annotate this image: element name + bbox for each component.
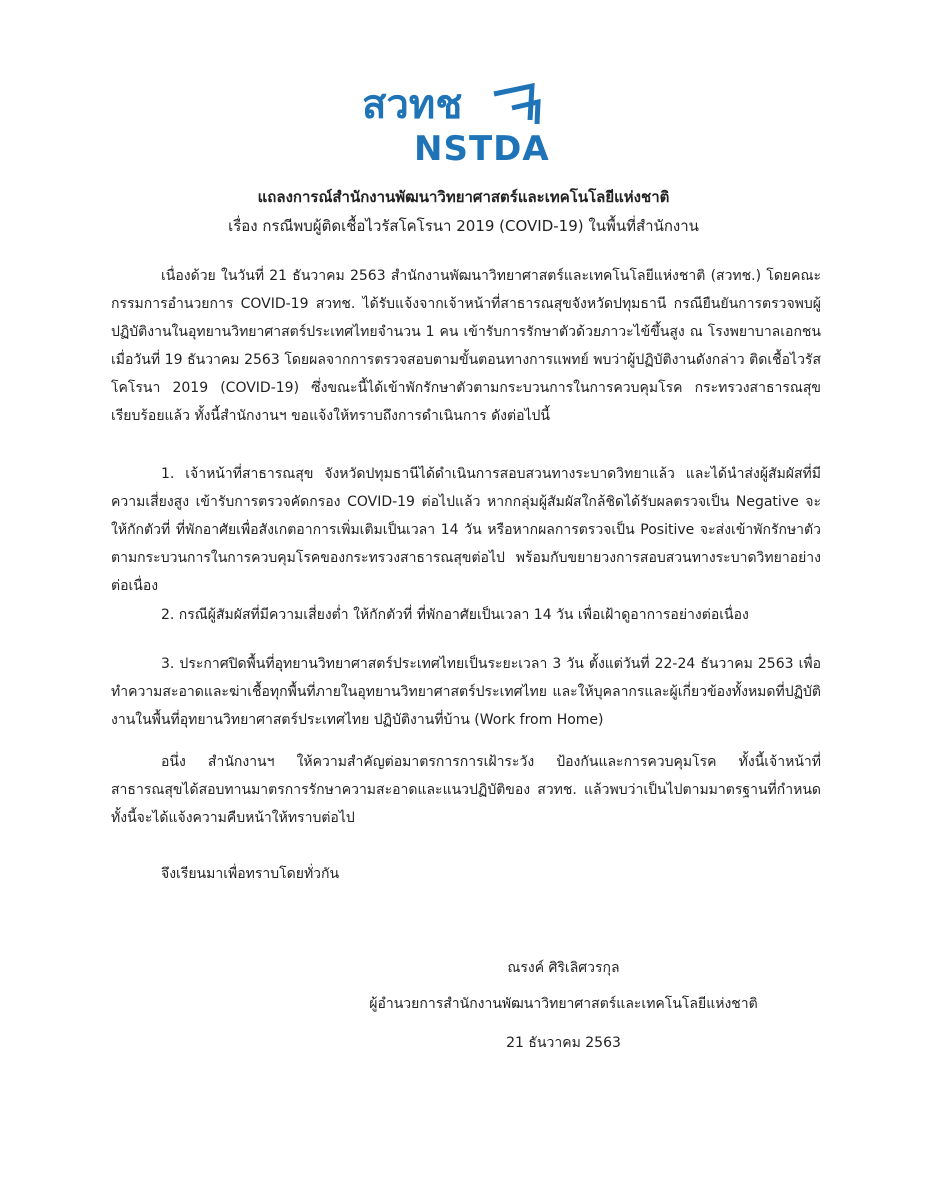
statement-date: 21 ธันวาคม 2563 [506, 1035, 621, 1051]
logo-thai-text: สวทช [361, 82, 462, 128]
item-1-paragraph: 1. เจ้าหน้าที่สาธารณสุข จังหวัดปทุมธานีได้ดำเนินการสอบสวนทางระบาดวิทยาแล้ว และได้นำส่งผู้สัมผัสที่มีความเสี่ยงสูง เข้ารับการตรวจคัดกรอง COVID-19 ต่อไปแล้ว หากกลุ่มผู้สัมผัสใกล้ชิดได้รับผลตรวจเป็น Negative จะให้กักตัวที่ ที่พักอาศัยเพื่อสังเกตอาการเพิ่มเติมเป็นเวลา 14 วัน หรือหากผลการตรวจเป็น Positive จะส่งเข้าพักรักษาตัวตามกระบวนการในการควบคุมโรคของกระทรวงสาธารณสุขต่อไป พร้อมกับขยายวงการสอบสวนทางระบาดวิทยาอย่างต่อเนื่อง [111, 466, 821, 594]
closing-paragraph: อนึ่ง สำนักงานฯ ให้ความสำคัญต่อมาตรการการเฝ้าระวัง ป้องกันและการควบคุมโรค ทั้งนี้เจ้าหน้าที่สาธารณสุขได้สอบทานมาตรการรักษาความสะอาดและแนวปฏิบัติของ สวทช. แล้วพบว่าเป็นไปตามมาตรฐานที่กำหนด ทั้งนี้จะได้แจ้งความคืบหน้าให้ทราบต่อไป [111, 754, 821, 826]
logo-english-text: NSTDA [413, 129, 550, 168]
statement-title: แถลงการณ์สำนักงานพัฒนาวิทยาศาสตร์และเทคโนโลยีแห่งชาติ [257, 188, 670, 206]
nstda-logo [0, 78, 927, 172]
regards-line: จึงเรียนมาเพื่อทราบโดยทั่วกัน [161, 866, 340, 882]
intro-paragraph: เนื่องด้วย ในวันที่ 21 ธันวาคม 2563 สำนักงานพัฒนาวิทยาศาสตร์และเทคโนโลยีแห่งชาติ (สวทช.) โดยคณะกรรมการอำนวยการ COVID-19 สวทช. ได้รับแจ้งจากเจ้าหน้าที่สาธารณสุขจังหวัดปทุมธานี กรณียืนยันการตรวจพบผู้ปฏิบัติงานในอุทยานวิทยาศาสตร์ประเทศไทยจำนวน 1 คน เข้ารับการรักษาตัวด้วยภาวะไข้ขึ้นสูง ณ โรงพยาบาลเอกชน เมื่อวันที่ 19 ธันวาคม 2563 โดยผลจากการตรวจสอบตามขั้นตอนทางการแพทย์ พบว่าผู้ปฏิบัติงานดังกล่าว ติดเชื้อไวรัสโคโรนา 2019 (COVID-19) ซึ่งขณะนี้ได้เข้าพักรักษาตัวตามกระบวนการในการควบคุมโรค กระทรวงสาธารณสุขเรียบร้อยแล้ว ทั้งนี้สำนักงานฯ ขอแจ้งให้ทราบถึงการดำเนินการ ดังต่อไปนี้ [111, 268, 821, 424]
nstda-logo-graphic [344, 78, 584, 168]
logo-arrow-icon [494, 86, 538, 124]
signatory-position: ผู้อำนวยการสำนักงานพัฒนาวิทยาศาสตร์และเทคโนโลยีแห่งชาติ [369, 996, 758, 1012]
statement-subject: เรื่อง กรณีพบผู้ติดเชื้อไวรัสโคโรนา 2019 (COVID-19) ในพื้นที่สำนักงาน [228, 217, 699, 235]
signatory-name: ณรงค์ ศิริเลิศวรกุล [507, 960, 620, 976]
item-2-paragraph: 2. กรณีผู้สัมผัสที่มีความเสี่ยงต่ำ ให้กักตัวที่ ที่พักอาศัยเป็นเวลา 14 วัน เพื่อเฝ้าดูอาการอย่างต่อเนื่อง [161, 607, 749, 623]
item-3-paragraph: 3. ประกาศปิดพื้นที่อุทยานวิทยาศาสตร์ประเทศไทยเป็นระยะเวลา 3 วัน ตั้งแต่วันที่ 22-24 ธันวาคม 2563 เพื่อทำความสะอาดและฆ่าเชื้อทุกพื้นที่ภายในอุทยานวิทยาศาสตร์ประเทศไทย และให้บุคลากรและผู้เกี่ยวข้องทั้งหมดที่ปฏิบัติงานในพื้นที่อุทยานวิทยาศาสตร์ประเทศไทย ปฏิบัติงานที่บ้าน (Work from Home) [111, 656, 821, 728]
